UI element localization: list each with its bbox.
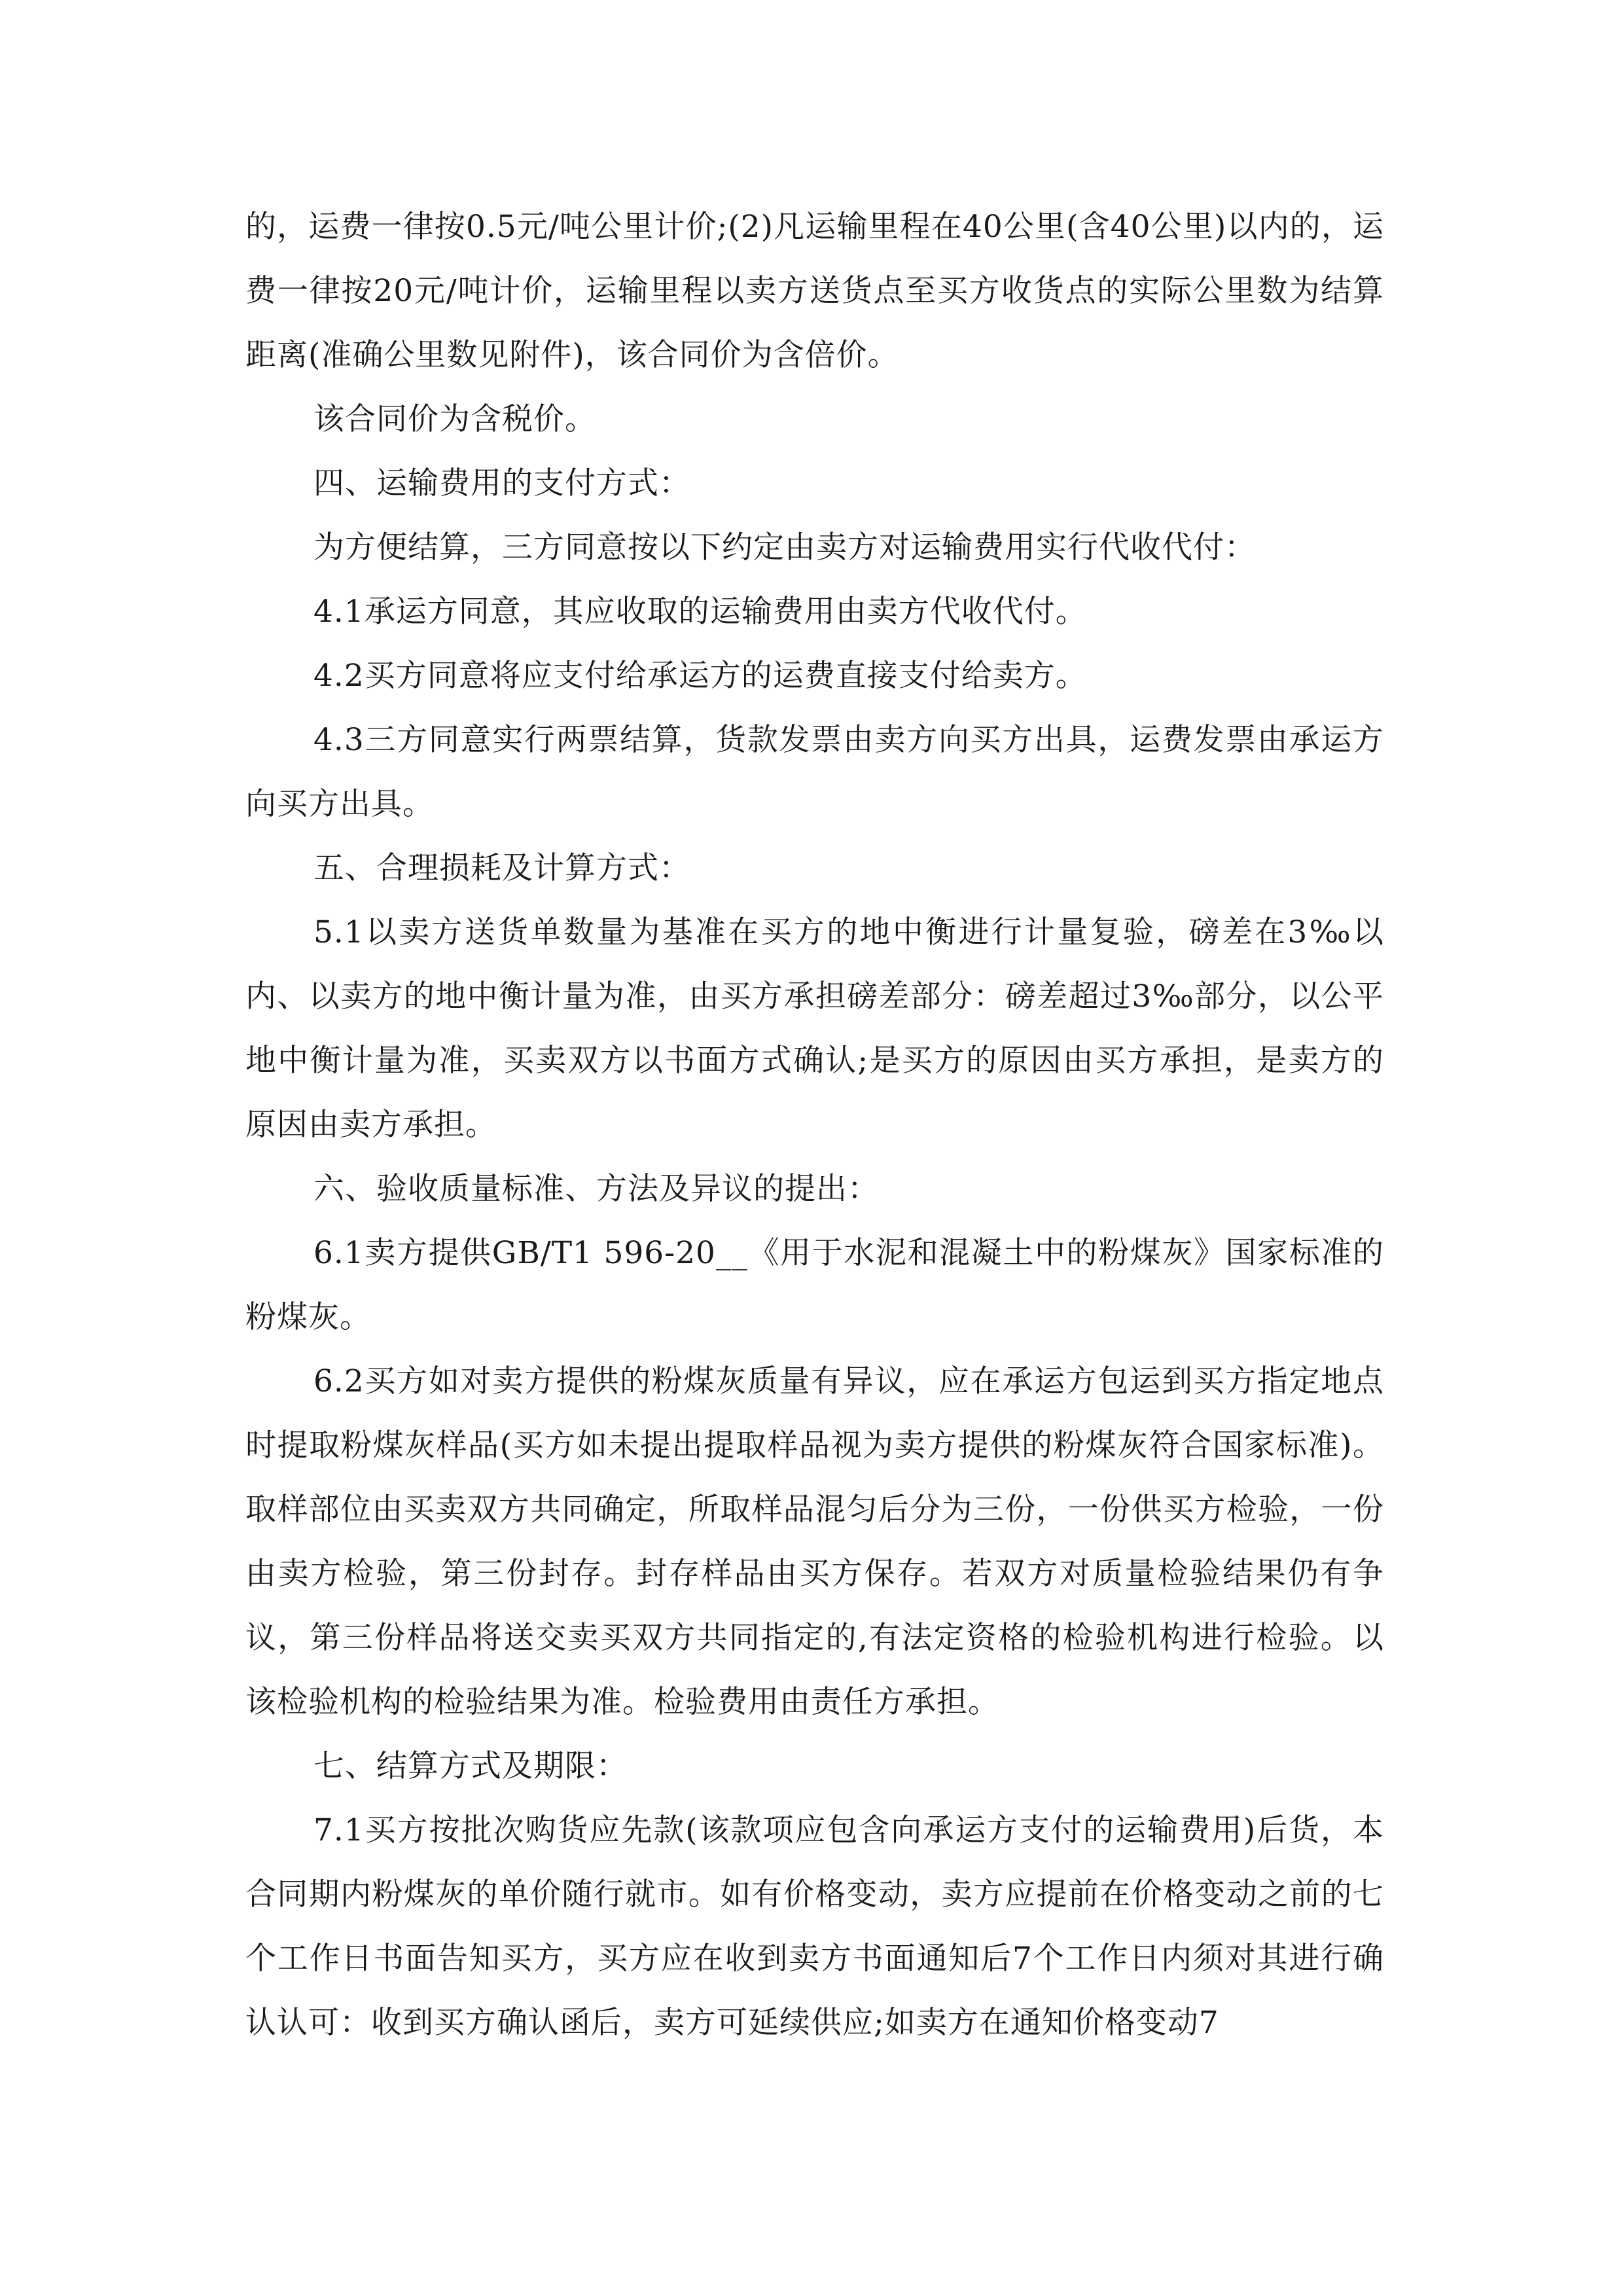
document-body [245, 195, 1384, 2055]
clause-5-1: 5.1以卖方送货单数量为基准在买方的地中衡进行计量复验，磅差在3‰以内、以卖方的地中衡计量为准，由买方承担磅差部分：磅差超过3‰部分，以公平地中衡计量为准，买卖双方以书面方式确认;是买方的原因由买方承担，是卖方的原因由卖方承担。 [245, 914, 1384, 1143]
paragraph-tax-included: 该合同价为含税价。 [313, 401, 596, 437]
section-heading-6: 六、验收质量标准、方法及异议的提出： [313, 1171, 879, 1207]
paragraph-settlement-intro: 为方便结算，三方同意按以下约定由卖方对运输费用实行代收代付： [313, 529, 1256, 565]
clause-4-1: 4.1承运方同意，其应收取的运输费用由卖方代收代付。 [313, 594, 1087, 630]
clause-6-2: 6.2买方如对卖方提供的粉煤灰质量有异议，应在承运方包运到买方指定地点时提取粉煤灰样品(买方如未提出提取样品视为卖方提供的粉煤灰符合国家标准)。取样部位由买卖双方共同确定，所取样品混匀后分为三份，一份供买方检验，一份由卖方检验，第三份封存。封存样品由买方保存。若双方对质量检验结果仍有争议，第三份样品将送交卖买双方共同指定的,有法定资格的检验机构进行检验。以该检验机构的检验结果为准。检验费用由责任方承担。 [245, 1363, 1384, 1720]
section-heading-7: 七、结算方式及期限： [313, 1748, 628, 1784]
paragraph-freight-rates: 的，运费一律按0.5元/吨公里计价;(2)凡运输里程在40公里(含40公里)以内的，运费一律按20元/吨计价，运输里程以卖方送货点至买方收货点的实际公里数为结算距离(准确公里数见附件)，该合同价为含倍价。 [245, 209, 1384, 373]
clause-4-2: 4.2买方同意将应支付给承运方的运费直接支付给卖方。 [313, 658, 1087, 694]
section-heading-4: 四、运输费用的支付方式： [313, 465, 690, 501]
clause-4-3: 4.3三方同意实行两票结算，货款发票由卖方向买方出具，运费发票由承运方向买方出具。 [245, 722, 1384, 822]
section-heading-5: 五、合理损耗及计算方式： [313, 850, 690, 886]
clause-6-1: 6.1卖方提供GB/T1 596-20__《用于水泥和混凝土中的粉煤灰》国家标准的粉煤灰。 [245, 1235, 1384, 1335]
clause-7-1: 7.1买方按批次购货应先款(该款项应包含向承运方支付的运输费用)后货，本合同期内粉煤灰的单价随行就市。如有价格变动，卖方应提前在价格变动之前的七个工作日书面告知买方，买方应在收到卖方书面通知后7个工作日内须对其进行确认认可：收到买方确认函后，卖方可延续供应;如卖方在通知价格变动7 [245, 1812, 1384, 2041]
